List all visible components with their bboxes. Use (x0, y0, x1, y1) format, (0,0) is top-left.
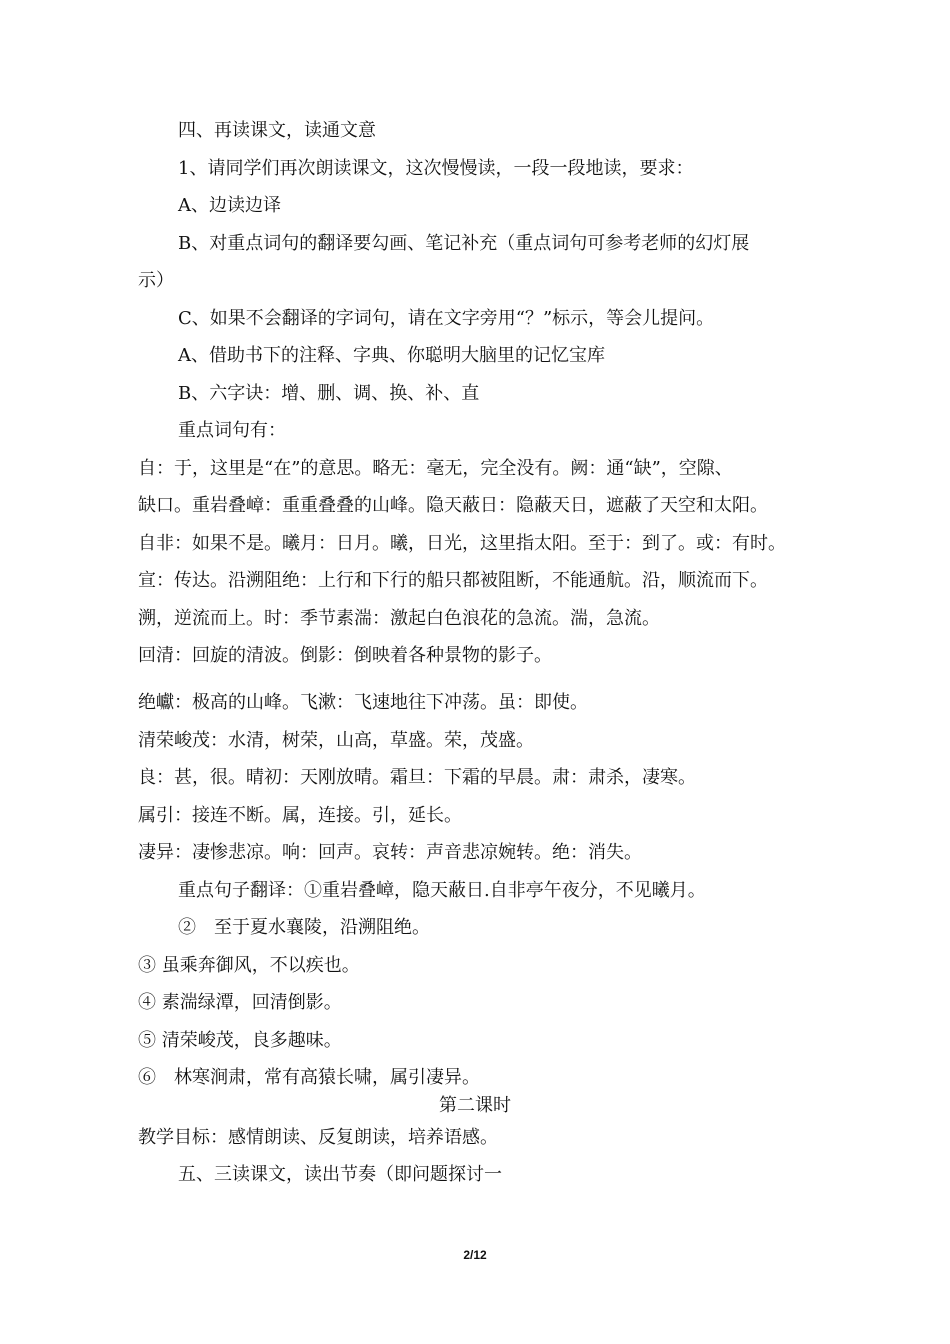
glossary-line: 缺口。重岩叠嶂：重重叠叠的山峰。隐天蔽日：隐蔽天日，遮蔽了天空和太阳。 (138, 495, 768, 516)
method-b: B、六字诀：增、删、调、换、补、直 (178, 383, 480, 404)
key-sentence-3: ③ 虽乘奔御风，不以疾也。 (138, 955, 360, 976)
lesson-heading: 第二课时 (439, 1095, 511, 1116)
key-sentence-2: ② 至于夏水襄陵，沿溯阻绝。 (178, 917, 430, 938)
glossary-line: 良：甚，很。晴初：天刚放晴。霜旦：下霜的早晨。肃：肃杀，凄寒。 (138, 767, 696, 788)
requirement-b-continued: 示） (138, 270, 174, 291)
glossary-line: 清荣峻茂：水清，树荣，山高，草盛。荣，茂盛。 (138, 730, 534, 751)
glossary-line: 回清：回旋的清波。倒影：倒映着各种景物的影子。 (138, 645, 552, 666)
page-number: 2/12 (463, 1248, 487, 1262)
instruction-line: 1、请同学们再次朗读课文，这次慢慢读，一段一段地读，要求： (178, 158, 694, 179)
glossary-line: 属引：接连不断。属，连接。引，延长。 (138, 805, 462, 826)
key-words-heading: 重点词句有： (178, 420, 286, 441)
glossary-line: 自：于，这里是“在”的意思。略无：毫无，完全没有。阙：通“缺”，空隙、 (138, 458, 733, 479)
glossary-line: 凄异：凄惨悲凉。响：回声。哀转：声音悲凉婉转。绝：消失。 (138, 842, 642, 863)
requirement-a: A、边读边译 (178, 195, 281, 216)
key-sentence-4: ④ 素湍绿潭，回清倒影。 (138, 992, 342, 1013)
section-heading-5: 五、三读课文，读出节奏（即问题探讨一 (178, 1164, 502, 1185)
glossary-line: 自非：如果不是。曦月：日月。曦，日光，这里指太阳。至于：到了。或：有时。 (138, 533, 786, 554)
key-sentence-6: ⑥ 林寒涧肃，常有高猿长啸，属引凄异。 (138, 1067, 480, 1088)
glossary-line: 宣：传达。沿溯阻绝：上行和下行的船只都被阻断，不能通航。沿，顺流而下。 (138, 570, 768, 591)
key-sentence-5: ⑤ 清荣峻茂，良多趣味。 (138, 1030, 342, 1051)
key-sentence-1: 重点句子翻译：①重岩叠嶂，隐天蔽日.自非亭午夜分，不见曦月。 (178, 880, 706, 901)
teaching-goal: 教学目标：感情朗读、反复朗读，培养语感。 (138, 1127, 498, 1148)
requirement-c: C、如果不会翻译的字词句，请在文字旁用“？”标示，等会儿提问。 (178, 308, 715, 329)
section-heading-4: 四、再读课文，读通文意 (178, 120, 376, 141)
method-a: A、借助书下的注释、字典、你聪明大脑里的记忆宝库 (178, 345, 605, 366)
glossary-line: 溯，逆流而上。时：季节素湍：激起白色浪花的急流。湍，急流。 (138, 608, 660, 629)
glossary-line: 绝巘：极高的山峰。飞漱：飞速地往下冲荡。虽：即使。 (138, 692, 588, 713)
requirement-b: B、对重点词句的翻译要勾画、笔记补充（重点词句可参考老师的幻灯展 (178, 233, 750, 254)
